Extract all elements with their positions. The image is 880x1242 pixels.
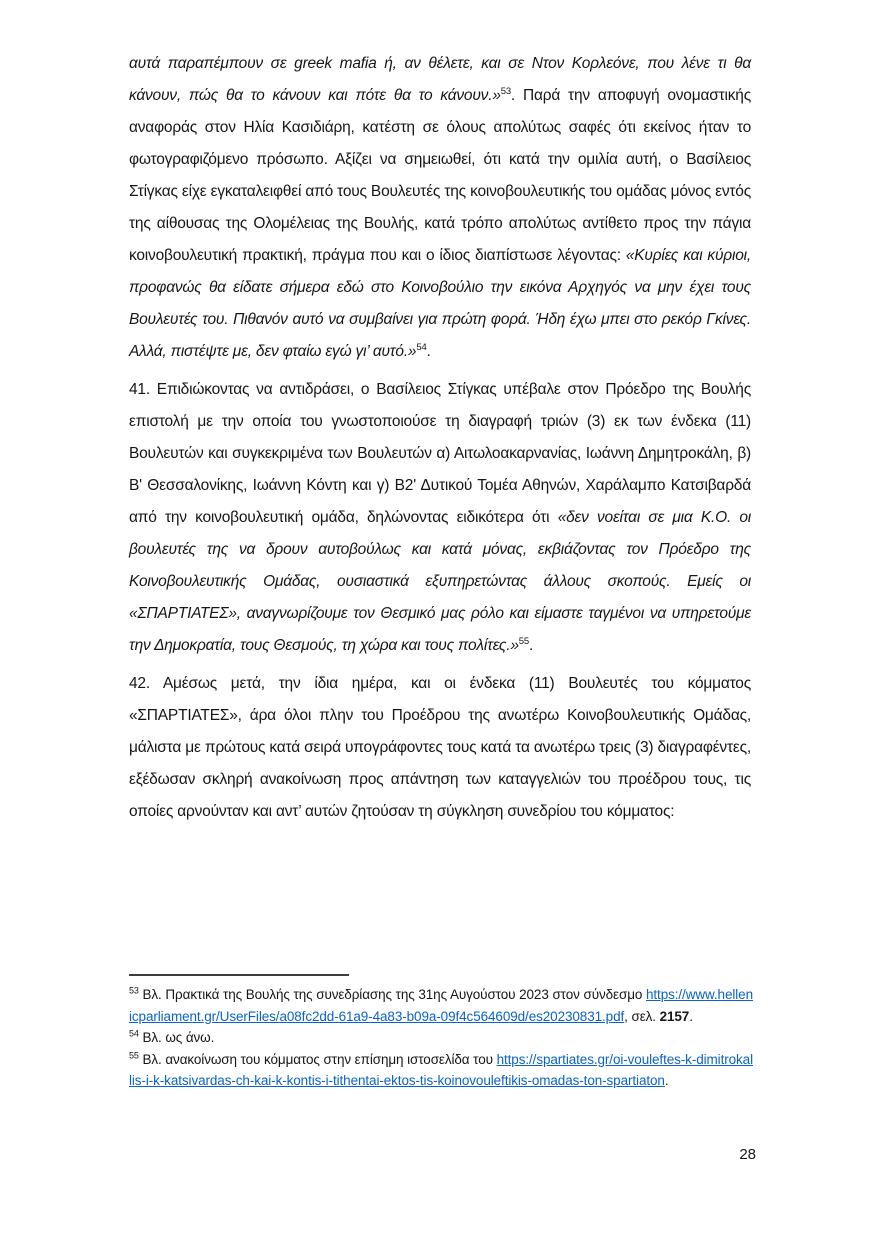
footnote-marker: 54: [129, 1028, 139, 1039]
text-segment: 42. Αμέσως μετά, την ίδια ημέρα, και οι ένδεκα (11) Βουλευτές του κόμματος «ΣΠΑΡΤΙΑΤΕΣ», άρα όλοι πλην του Προέδρου της ανωτέρω Κοινοβουλευτικής Ομάδας, μάλιστα με πρώτους κατά σειρά υπογράφοντες τους κατά τα ανωτέρω τρεις (3) διαγραφέντες, εξέδωσαν σκληρή ανακοίνωση προς απάντηση των καταγγελιών του προέδρου τους, τις οποίες αρνούνταν και αντ’ αυτών ζητούσαν τη σύγκληση συνεδρίου του κόμματος:: [129, 675, 751, 820]
text-segment: αυτά παραπέμπουν σε greek mafia ή, αν θέλετε, και σε Ντον Κορλεόνε, που λένε τι θα κάνουν, πώς θα το κάνουν και πότε θα το κάνουν.»: [129, 55, 751, 104]
paragraph-42: [129, 668, 751, 828]
footnote-55: [129, 1049, 753, 1092]
footnote-ref: 54: [416, 341, 427, 353]
footnote-marker: 55: [129, 1050, 139, 1060]
page-number: 28: [739, 1146, 756, 1163]
text-segment: .: [426, 343, 431, 360]
paragraph-40-continuation: [129, 48, 751, 368]
footnote-link[interactable]: https://spartiates.gr/oi-vouleftes-k-dimitrokallis-i-k-katsivardas-ch-kai-k-kontis-i-tithentai-ektos-tis-koinovouleftikis-omadas-ton-spartiaton: [129, 1051, 753, 1088]
text-segment: .: [664, 1073, 669, 1088]
text-segment: Βλ. ανακοίνωση του κόμματος στην επίσημη ιστοσελίδα του: [138, 1051, 497, 1067]
footnote-54: [129, 1027, 753, 1049]
text-segment: 2157: [659, 1008, 690, 1024]
footnote-ref: 55: [518, 635, 529, 647]
text-segment: «δεν νοείται σε μια Κ.Ο. οι βουλευτές της να δρουν αυτοβούλως και κατά μόνας, εκβιάζοντας τον Πρόεδρο της Κοινοβουλευτικής Ομάδας, ουσιαστικά εξυπηρετώντας άλλους σκοπούς. Εμείς οι «ΣΠΑΡΤΙΑΤΕΣ», αναγνωρίζουμε τον Θεσμικό μας ρόλο και είμαστε ταγμένοι να υπηρετούμε την Δημοκρατία, τους Θεσμούς, τη χώρα και τους πολίτες.»: [129, 509, 751, 654]
text-segment: . Παρά την αποφυγή ονομαστικής αναφοράς στον Ηλία Κασιδιάρη, κατέστη σε όλους απολύτως σαφές ότι εκείνος ήταν το φωτογραφιζόμενο πρόσωπο. Αξίζει να σημειωθεί, ότι κατά την ομιλία αυτή, ο Βασίλειος Στίγκας είχε εγκαταλειφθεί από τους Βουλευτές της κοινοβουλευτικής του ομάδας μόνος εντός της αίθουσας της Ολομέλειας της Βουλής, κατά τρόπο απολύτως αντίθετο προς την πάγια κοινοβουλευτική πρακτική, πράγμα που και ο ίδιος διαπίστωσε λέγοντας:: [129, 87, 751, 264]
footnote-section: [129, 974, 753, 1092]
text-segment: .: [689, 1008, 693, 1024]
text-segment: , σελ.: [624, 1008, 660, 1024]
footnote-53: [129, 984, 753, 1027]
footnote-link[interactable]: https://www.hellenicparliament.gr/UserFiles/a08fc2dd-61a9-4a83-b09a-09f4c564609d/es20230831.pdf: [129, 987, 753, 1024]
footnote-marker: 53: [129, 985, 139, 996]
paragraph-41: [129, 374, 751, 662]
footnote-ref: 53: [500, 85, 511, 97]
text-segment: «Κυρίες και κύριοι, προφανώς θα είδατε σήμερα εδώ στο Κοινοβούλιο την εικόνα Αρχηγός να μην έχει τους Βουλευτές του. Πιθανόν αυτό να συμβαίνει για πρώτη φορά. Ήδη έχω μπει στο ρεκόρ Γκίνες. Αλλά, πιστέψτε με, δεν φταίω εγώ γι’ αυτό.»: [129, 247, 751, 360]
footnotes: [129, 984, 753, 1092]
text-segment: Βλ. ως άνω.: [138, 1030, 215, 1045]
footnote-separator: [129, 974, 349, 976]
text-segment: .: [528, 637, 534, 654]
body-text: [129, 48, 751, 828]
text-segment: Βλ. Πρακτικά της Βουλής της συνεδρίασης της 31ης Αυγούστου 2023 στον σύνδεσμο: [138, 987, 646, 1002]
text-segment: 41. Επιδιώκοντας να αντιδράσει, ο Βασίλειος Στίγκας υπέβαλε στον Πρόεδρο της Βουλής επιστολή με την οποία του γνωστοποιούσε τη διαγραφή τριών (3) εκ των ένδεκα (11) Βουλευτών και συγκεκριμένα των Βουλευτών α) Αιτωλοακαρνανίας, Ιωάννη Δημητροκάλη, β) Β' Θεσσαλονίκης, Ιωάννη Κόντη και γ) Β2' Δυτικού Τομέα Αθηνών, Χαράλαμπο Κατσιβαρδά από την κοινοβουλευτική ομάδα, δηλώνοντας ειδικότερα ότι: [129, 381, 751, 526]
